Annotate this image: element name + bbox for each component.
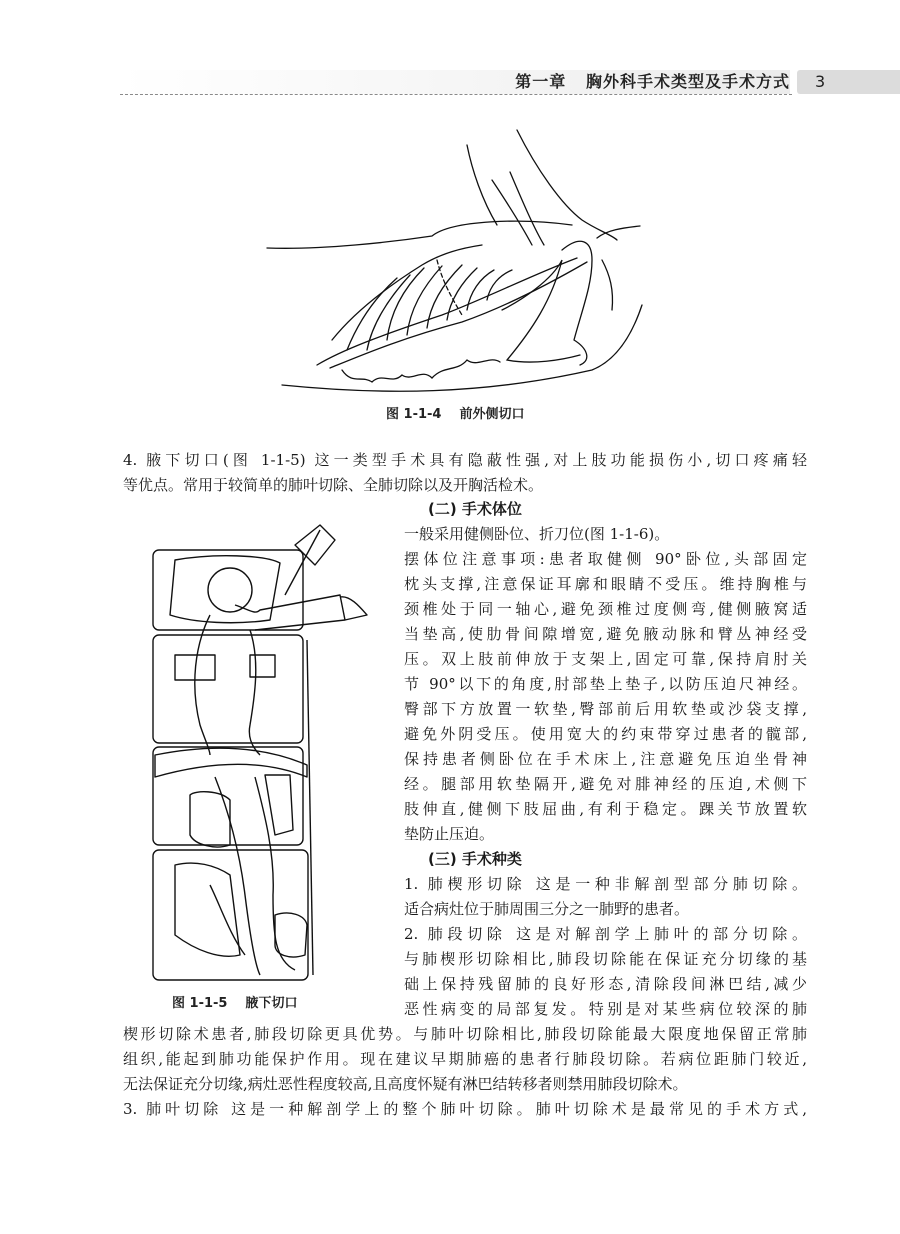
text-line: 3. 肺叶切除 这是一种解剖学上的整个肺叶切除。肺叶切除术是最常见的手术方式, bbox=[123, 1100, 807, 1118]
anterolateral-incision-illustration-icon bbox=[262, 110, 647, 400]
lateral-decubitus-position-illustration-icon bbox=[135, 515, 385, 985]
text-line: 等优点。常用于较简单的肺叶切除、全肺切除以及开胸活检术。 bbox=[123, 476, 544, 494]
text-line: 垫防止压迫。 bbox=[404, 825, 495, 843]
text-line: 保持患者侧卧位在手术床上,注意避免压迫坐骨神 bbox=[404, 750, 807, 768]
section-heading-surgical-position: (二) 手术体位 bbox=[428, 500, 522, 518]
chapter-title: 第一章 胸外科手术类型及手术方式 bbox=[515, 72, 790, 91]
text-line: 一般采用健侧卧位、折刀位(图 1-1-6)。 bbox=[404, 525, 670, 543]
text-line: 楔形切除术患者,肺段切除更具优势。与肺叶切除相比,肺段切除能最大限度地保留正常肺 bbox=[123, 1025, 807, 1043]
text-line: 摆体位注意事项:患者取健侧 90°卧位,头部固定 bbox=[404, 550, 807, 568]
paragraph-segmentectomy-continued bbox=[123, 1022, 807, 1122]
text-line: 枕头支撑,注意保证耳廓和眼睛不受压。维持胸椎与 bbox=[404, 575, 807, 593]
figure-caption-1-1-5: 图 1-1-5 腋下切口 bbox=[172, 996, 298, 1011]
page-number: 3 bbox=[815, 72, 826, 91]
paragraph-surgical-position bbox=[404, 522, 807, 847]
text-line: 2. 肺段切除 这是对解剖学上肺叶的部分切除。 bbox=[404, 925, 807, 943]
text-line: 适合病灶位于肺周围三分之一肺野的患者。 bbox=[404, 900, 690, 918]
text-line: 与肺楔形切除相比,肺段切除能在保证充分切缘的基 bbox=[404, 950, 807, 968]
text-line: 础上保持残留肺的良好形态,清除段间淋巴结,减少 bbox=[404, 975, 807, 993]
text-line: 节 90°以下的角度,肘部垫上垫子,以防压迫尺神经。 bbox=[404, 675, 807, 693]
text-line: 颈椎处于同一轴心,避免颈椎过度侧弯,健侧腋窝适 bbox=[404, 600, 807, 618]
section-heading-surgery-types: (三) 手术种类 bbox=[428, 850, 522, 868]
text-line: 1. 肺楔形切除 这是一种非解剖型部分肺切除。 bbox=[404, 875, 807, 893]
paragraph-surgery-types bbox=[404, 872, 807, 1022]
text-line: 经。腿部用软垫隔开,避免对腓神经的压迫,术侧下 bbox=[404, 775, 807, 793]
text-line: 臀部下方放置一软垫,臀部前后用软垫或沙袋支撑, bbox=[404, 700, 807, 718]
text-line: 4. 腋下切口(图 1-1-5) 这一类型手术具有隐蔽性强,对上肢功能损伤小,切口疼痛轻 bbox=[123, 451, 807, 469]
text-line: 避免外阴受压。使用宽大的约束带穿过患者的髋部, bbox=[404, 725, 807, 743]
text-line: 当垫高,使肋骨间隙增宽,避免腋动脉和臂丛神经受 bbox=[404, 625, 807, 643]
text-line: 压。双上肢前伸放于支架上,固定可靠,保持肩肘关 bbox=[404, 650, 807, 668]
text-line: 组织,能起到肺功能保护作用。现在建议早期肺癌的患者行肺段切除。若病位距肺门较近, bbox=[123, 1050, 807, 1068]
text-line: 肢伸直,健侧下肢屈曲,有利于稳定。踝关节放置软 bbox=[404, 800, 807, 818]
header-divider bbox=[120, 94, 792, 95]
page-number-tab bbox=[797, 70, 900, 94]
text-line: 恶性病变的局部复发。特别是对某些病位较深的肺 bbox=[404, 1000, 807, 1018]
text-line: 无法保证充分切缘,病灶恶性程度较高,且高度怀疑有淋巴结转移者则禁用肺段切除术。 bbox=[123, 1075, 688, 1093]
paragraph-axillary-incision bbox=[123, 448, 807, 498]
figure-caption-1-1-4: 图 1-1-4 前外侧切口 bbox=[386, 407, 525, 422]
